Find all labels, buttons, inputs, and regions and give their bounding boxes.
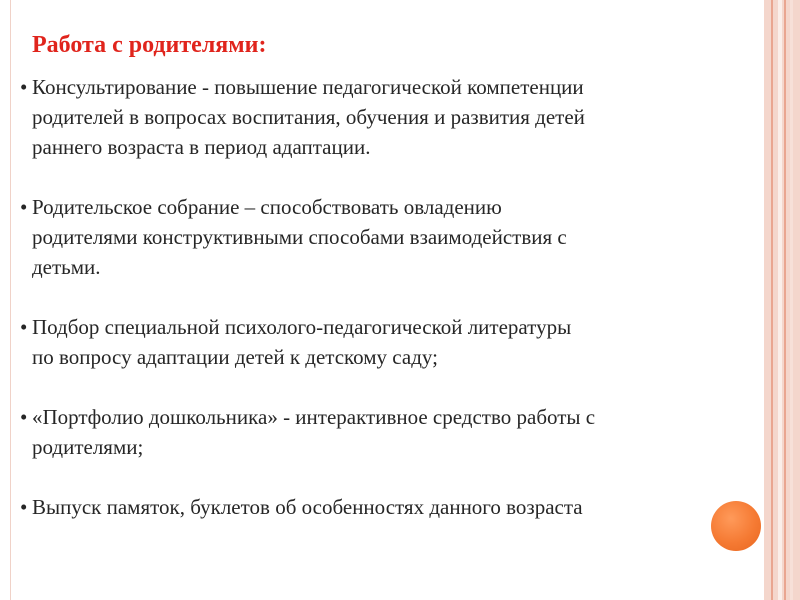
list-item-line: по вопросу адаптации детей к детскому саду; — [32, 345, 438, 369]
list-item-line: родителей в вопросах воспитания, обучения и развития детей — [32, 105, 585, 129]
stripe-line — [784, 0, 786, 600]
list-item-line: детьми. — [32, 255, 101, 279]
list-item-line: Родительское собрание – способствовать овладению — [32, 195, 502, 219]
list-item — [20, 192, 750, 282]
bullet-icon: • — [20, 195, 28, 219]
left-divider — [10, 0, 11, 600]
decorative-stripe-band — [764, 0, 800, 600]
list-item — [20, 312, 750, 372]
list-item-line: родителями; — [32, 435, 144, 459]
stripe-line — [790, 0, 793, 600]
list-item-line: Подбор специальной психолого-педагогической литературы — [32, 315, 572, 339]
list-item — [20, 402, 750, 462]
slide-title: Работа с родителями: — [32, 32, 267, 58]
list-item-line: «Портфолио дошкольника» - интерактивное средство работы с — [32, 405, 596, 429]
bullet-icon: • — [20, 75, 28, 99]
list-item-line: Консультирование - повышение педагогической компетенции — [32, 75, 584, 99]
stripe-line — [771, 0, 773, 600]
bullet-icon: • — [20, 495, 28, 519]
list-item — [20, 72, 750, 162]
list-item-line: Выпуск памяток, буклетов об особенностях данного возраста — [32, 495, 583, 519]
stripe-background — [764, 0, 800, 600]
list-item — [20, 492, 750, 522]
stripe-line — [778, 0, 782, 600]
bullet-icon: • — [20, 315, 28, 339]
bullet-icon: • — [20, 405, 28, 429]
list-item-line: родителями конструктивными способами взаимодействия с — [32, 225, 567, 249]
list-item-line: раннего возраста в период адаптации. — [32, 135, 371, 159]
bullet-list — [20, 72, 750, 522]
